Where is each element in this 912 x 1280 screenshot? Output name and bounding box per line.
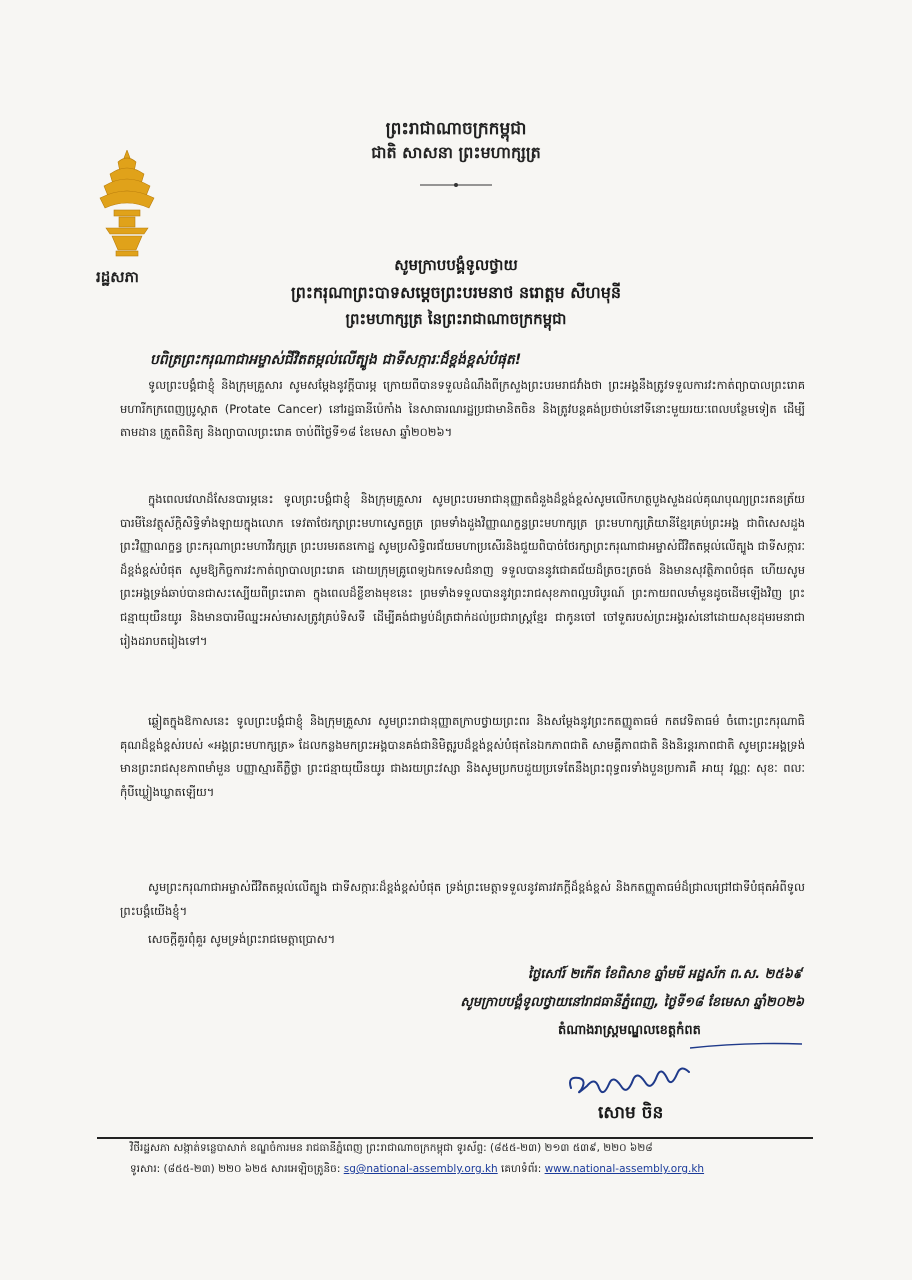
kingdom-title: ព្រះរាជាណាចក្រកម្ពុជា (385, 119, 527, 139)
footer-divider (97, 1137, 813, 1139)
body-paragraph-5: សេចក្តីគួរពុំគួរ សូមទ្រង់ព្រះរាជមេត្តាប្រោស។ (148, 932, 336, 946)
signer-title: តំណាងរាស្ត្រមណ្ឌលខេត្តកំពត (558, 1023, 701, 1038)
ornament-divider-icon (420, 182, 492, 188)
footer-email-link[interactable]: sg@national-assembly.org.kh (343, 1163, 498, 1175)
address-line-1: សូមក្រាបបង្គំទូលថ្វាយ (394, 256, 518, 274)
organization-name: រដ្ឋសភា (96, 268, 139, 286)
place-date: សូមក្រាបបង្គំទូលថ្វាយនៅរាជធានីភ្នំពេញ, ថ្ងៃទី១៨ ខែមេសា ឆ្នាំ២០២៦ (460, 995, 804, 1010)
footer-website-link[interactable]: www.national-assembly.org.kh (544, 1163, 705, 1175)
body-paragraph-1: ទូលព្រះបង្គំជាខ្ញុំ និងក្រុមគ្រួសារ សូមសម្តែងនូវក្តីបារម្ភ ក្រោយពីបានទទួលដំណឹងពីក្រសួងព្រះបរមរាជវាំងថា ព្រះអង្គនឹងត្រូវទទួលការវះកាត់ព្យាបាលព្រះរោគ មហារីកក្រពេញប្រូស្តាត (Protate Cancer) នៅរដ្ឋធានីប៉េកាំង នៃសាធារណរដ្ឋប្រជាមានិតចិន និងត្រូវបន្តគង់ប្រថាប់នៅទីនោះមួយរយៈពេលបន្ថែមទៀត ដើម្បីតាមដាន ត្រួតពិនិត្យ និងព្យាបាលព្រះរោគ ចាប់ពីថ្ងៃទី១៨ ខែមេសា ឆ្នាំ២០២៦។ (120, 378, 805, 440)
lunar-date: ថ្ងៃសៅរ៍ ២កើត ខែពិសាខ ឆ្នាំមមី អដ្ឋស័ក ព.ស. ២៥៦៩ (527, 967, 802, 982)
national-motto: ជាតិ សាសនា ព្រះមហាក្សត្រ (371, 143, 541, 162)
national-assembly-emblem-icon (92, 150, 162, 258)
body-paragraph-4: សូមព្រះករុណាជាអម្ចាស់ជីវិតតម្កល់លើត្បូង ជាទីសក្ការៈដ៏ខ្ពង់ខ្ពស់បំផុត ទ្រង់ព្រះមេត្តាទទួលនូវគារវភក្តីដ៏ខ្ពង់ខ្ពស់ និងកតញ្ញូតាធម៌ដ៏ជ្រាលជ្រៅជាទីបំផុតអំពីទូលព្រះបង្គំយើងខ្ញុំ។ (120, 880, 805, 918)
body-paragraph-2: ក្នុងពេលវេលាដ៏សែនបារម្ភនេះ ទូលព្រះបង្គំជាខ្ញុំ និងក្រុមគ្រួសារ សូមព្រះបរមរាជានុញ្ញាតជំនួងដ៏ខ្ពង់ខ្ពស់សូមលើកហត្ថបួងសួងដល់គុណបុណ្យព្រះរតនត្រ័យ បារមីនៃវត្ថុស័ក្តិសិទ្ធិទាំងឡាយក្នុងលោក ទេវតាថែរក្សាព្រះមហាស្វេតច្ឆត្រ ព្រមទាំងដួងវិញ្ញាណក្ខន្ធព្រះមហាក្សត្រ ព្រះមហាក្សត្រិយានីខ្មែរគ្រប់ព្រះអង្គ ជាពិសេសដួងព្រះវិញ្ញាណក្ខន្ធ ព្រះករុណាព្រះមហាវីរក្សត្រ ព្រះបរមរតនកោដ្ឋ សូមប្រសិទ្ធិពរជ័យមហាប្រសើរនិងជួយពិបាច់ថែរក្សាព្រះករុណាជាអម្ចាស់ជីវិតតម្កល់លើត្បូង ជាទីសក្ការៈដ៏ខ្ពង់ខ្ពស់បំផុត សូមឱ្យកិច្ចការវះកាត់ព្យាបាលព្រះរោគ ដោយក្រុមគ្រូពេទ្យឯកទេសជំនាញ ទទួលបាននូវជោគជ័យដ៏ត្រចះត្រចង់ និងមានសុវត្ថិភាពបំផុត ហើយសូមព្រះអង្គទ្រង់ឆាប់បានជាសះស្បើយពីព្រះរោគា ក្នុងពេលដ៏ខ្លីខាងមុខនេះ ព្រមទាំងទទួលបាននូវព្រះរាជសុខភាពល្អបរិបូរណ៍ ព្រះកាយពលមាំមួនដូចដើមឡើងវិញ ព្រះជន្មាយុយឺនយូរ និងមានបារមីឈ្នះអស់មារសត្រូវគ្រប់ទិសទី ដើម្បីគង់ជាម្លប់ដ៏ត្រជាក់ដល់ប្រជារាស្ត្រខ្មែរ ជាកូនចៅ ចៅទួតរបស់ព្រះអង្គរស់នៅដោយសុខដុមរមនាជារៀងដរាបតរៀងទៅ។ (120, 492, 805, 648)
footer-contacts (130, 1163, 820, 1178)
signature-flourish-icon (690, 1042, 802, 1050)
footer-fax-label: ទូរសារ: (៨៥៥-២៣) ២២០ ៦២៥ សារអេឡិចត្រូនិច: (130, 1163, 341, 1175)
handwritten-signature-icon (565, 1058, 695, 1106)
address-line-2: ព្រះករុណាព្រះបាទសម្តេចព្រះបរមនាថ នរោត្តម សីហមុនី (290, 283, 622, 302)
address-line-3: ព្រះមហាក្សត្រ នៃព្រះរាជាណាចក្រកម្ពុជា (345, 310, 567, 328)
signer-name: សោម ចិន (598, 1103, 664, 1123)
body-paragraph-3: ឆ្លៀតក្នុងឱកាសនេះ ទូលព្រះបង្គំជាខ្ញុំ និងក្រុមគ្រួសារ សូមព្រះរាជានុញ្ញាតក្រាបថ្វាយព្រះពរ និងសម្តែងនូវព្រះកតញ្ញូតាធម៌ កតវេទិតាធម៌ ចំពោះព្រះករុណាធិគុណដ៏ខ្ពង់ខ្ពស់របស់ «អង្គព្រះមហាក្សត្រ» ដែលកន្លងមកព្រះអង្គបានគង់ជានិមិត្តរូបដ៏ខ្ពង់ខ្ពស់បំផុតនៃឯកភាពជាតិ សាមគ្គីភាពជាតិ និងនិរន្តរភាពជាតិ សូមព្រះអង្គទ្រង់មានព្រះរាជសុខភាពមាំមួន បញ្ញាស្មារតីភ្លឺថ្លា ព្រះជន្មាយុយឺនយូរ ជាងរយព្រះវស្សា និងសូមប្រកបដួយប្រទេតែនឹងព្រះពុទ្ធពរទាំងបួនប្រការគឺ អាយុ វណ្ណៈ សុខៈ ពលៈ កុំបីឃ្លៀងឃ្លាតឡើយ។ (120, 714, 805, 799)
footer-web-label: គេហទំព័រ: (501, 1163, 542, 1175)
footer-address: វិថីរដ្ឋសភា សង្កាត់ទន្លេបាសាក់ ខណ្ឌចំការមន រាជធានីភ្នំពេញ ព្រះរាជាណាចក្រកម្ពុជា ទូរស័ព្ទ: (៨៥៥-២៣) ២១៣ ៥៣៩, ២២០ ៦២៨ (130, 1142, 653, 1154)
salutation-heading: បពិត្រព្រះករុណាជាអម្ចាស់ជីវិតតម្កល់លើត្បូង ជាទីសក្ការៈដ៏ខ្ពង់ខ្ពស់បំផុត! (150, 352, 522, 368)
